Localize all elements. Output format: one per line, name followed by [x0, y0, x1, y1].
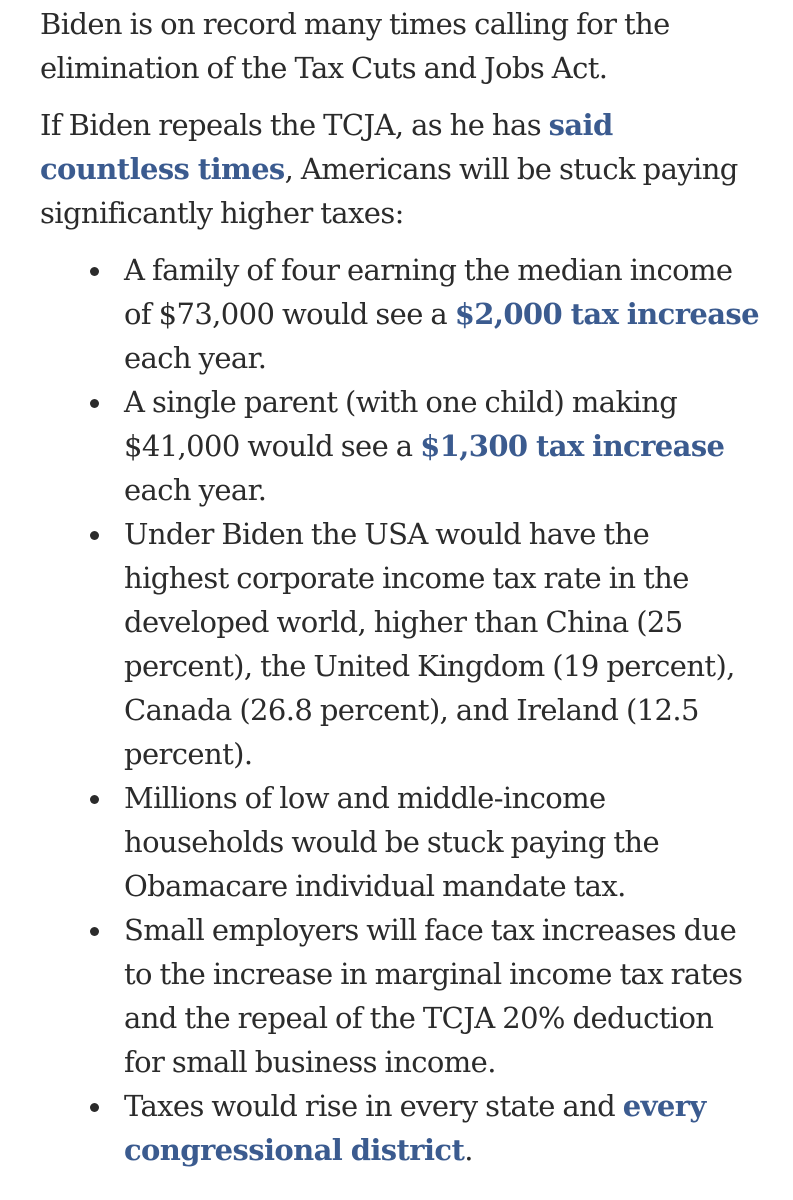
list-item-text: A single parent (with one child) making $41,000 would see a	[124, 385, 678, 463]
tax-increase-1300-link[interactable]: $1,300 tax increase	[420, 429, 725, 463]
list-item-text: Taxes would rise in every state and	[124, 1089, 623, 1123]
bullet-icon	[90, 795, 99, 804]
intro-text: Biden is on record many times calling for the elimination of the Tax Cuts and Jobs Act.	[40, 7, 670, 85]
list-item-corporate-tax	[40, 512, 760, 776]
every-congressional-district-link[interactable]: every congressional district	[124, 1089, 706, 1167]
repeal-paragraph	[40, 103, 760, 235]
tax-impact-list	[40, 248, 760, 1172]
bullet-icon	[90, 1103, 99, 1112]
bullet-icon	[90, 927, 99, 936]
list-item-every-state	[40, 1084, 760, 1172]
list-item-text-after: each year.	[124, 473, 267, 507]
list-item-text-after: .	[464, 1133, 473, 1167]
list-item-family-of-four	[40, 248, 760, 380]
intro-paragraph	[40, 2, 760, 90]
repeal-text-before: If Biden repeals the TCJA, as he has	[40, 108, 549, 142]
repeal-text-after: , Americans will be stuck paying significantly higher taxes:	[40, 152, 738, 230]
bullet-icon	[90, 531, 99, 540]
list-item-small-employers	[40, 908, 760, 1084]
list-item-single-parent	[40, 380, 760, 512]
list-item-text: Millions of low and middle-income households would be stuck paying the Obamacare individual mandate tax.	[124, 781, 660, 903]
list-item-text: Under Biden the USA would have the highest corporate income tax rate in the developed world, higher than China (25 percent), the United Kingdom (19 percent), Canada (26.8 percent), and Ireland (12.5 percent).	[124, 517, 735, 771]
bullet-icon	[90, 267, 99, 276]
said-countless-times-link[interactable]: said countless times	[40, 108, 613, 186]
tax-increase-2000-link[interactable]: $2,000 tax increase	[454, 297, 760, 331]
list-item-text: A family of four earning the median income of $73,000 would see a	[124, 253, 733, 331]
list-item-text: Small employers will face tax increases due to the increase in marginal income tax rates and the repeal of the TCJA 20% deduction for small business income.	[124, 913, 743, 1079]
list-item-text-after: each year.	[124, 341, 267, 375]
bullet-icon	[90, 399, 99, 408]
article-body	[40, 2, 760, 1172]
list-item-individual-mandate	[40, 776, 760, 908]
